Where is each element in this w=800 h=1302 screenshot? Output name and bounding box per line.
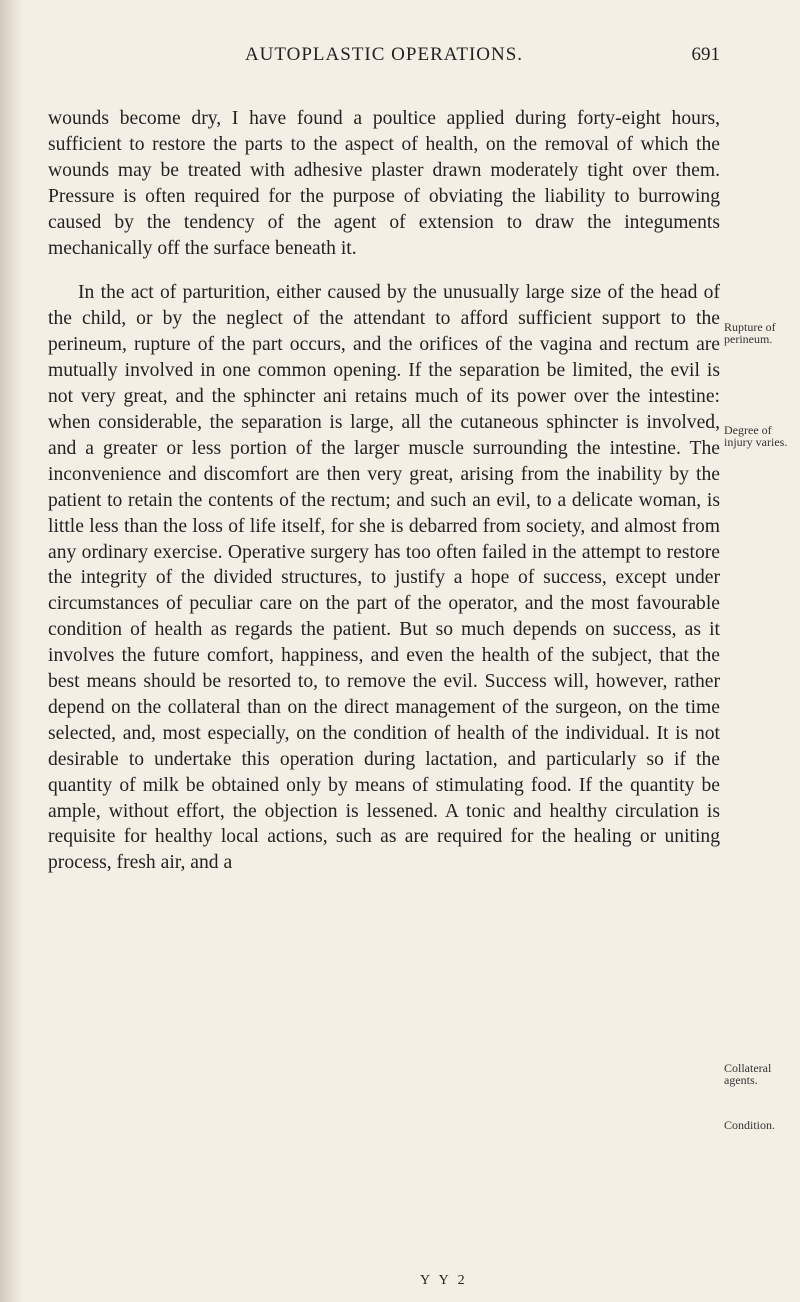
body-text — [48, 106, 720, 876]
page-spine-shadow — [0, 0, 22, 1302]
sidenote-rupture-of-perineum: Rupture of perineum. — [724, 320, 776, 346]
running-head: AUTOPLASTIC OPERATIONS. — [244, 44, 524, 65]
paragraph-perineum-rupture: In the act of parturition, either caused by the unusually large size of the head of the child, or by the neglect of the attendant to afford sufficient support to the perineum, rupture of the part occurs, and the orifices of the vagina and rectum are mutually involved in one common opening. If the separation be limited, the evil is not very great, and the sphincter ani retains much of its power over the intestine: when considerable, the separation is large, all the cutaneous sphincter is involved, and a greater or less portion of the larger muscle surrounding the intestine. The inconvenience and discomfort are then very great, arising from the inability by the patient to retain the contents of the rectum; and such an evil, to a delicate woman, is little less than the loss of life itself, for she is debarred from society, and almost from any ordinary exercise. Operative surgery has too often failed in the attempt to restore the integrity of the divided structures, to justify a hope of success, except under circumstances of peculiar care on the part of the operator, and the most favourable condition of health as regards the patient. But so much depends on success, as it involves the future comfort, happiness, and even the health of the subject, that the best means should be resorted to, to remove the evil. Success will, however, rather depend on the collateral than on the direct management of the surgeon, on the time selected, and, most especially, on the condition of health of the individual. It is not desirable to undertake this operation during lactation, and particularly so if the quantity of milk be obtained only by means of stimulating food. If the quantity be ample, without effort, the objection is lessened. A tonic and healthy circulation is requisite for healthy local actions, such as are required for the healing or uniting process, fresh air, and a — [48, 282, 720, 874]
sidenote-degree-of-injury: Degree of injury varies. — [724, 423, 788, 449]
signature-mark: Y Y 2 — [420, 1273, 468, 1288]
page-header — [48, 44, 720, 72]
sidenote-collateral-agents: Collateral agents. — [724, 1061, 772, 1087]
sidenote-condition: Condition. — [724, 1118, 776, 1132]
page-number: 691 — [691, 44, 720, 65]
paragraph-wound-treatment: wounds become dry, I have found a poultice applied during forty-eight hours, sufficient to restore the parts to the aspect of health, on the removal of which the wounds may be treated with adhesive plaster drawn moderately tight over them. Pressure is often required for the purpose of obviating the liability to burrowing caused by the tendency of the agent of extension to draw the integuments mechanically off the surface beneath it. — [48, 108, 720, 259]
